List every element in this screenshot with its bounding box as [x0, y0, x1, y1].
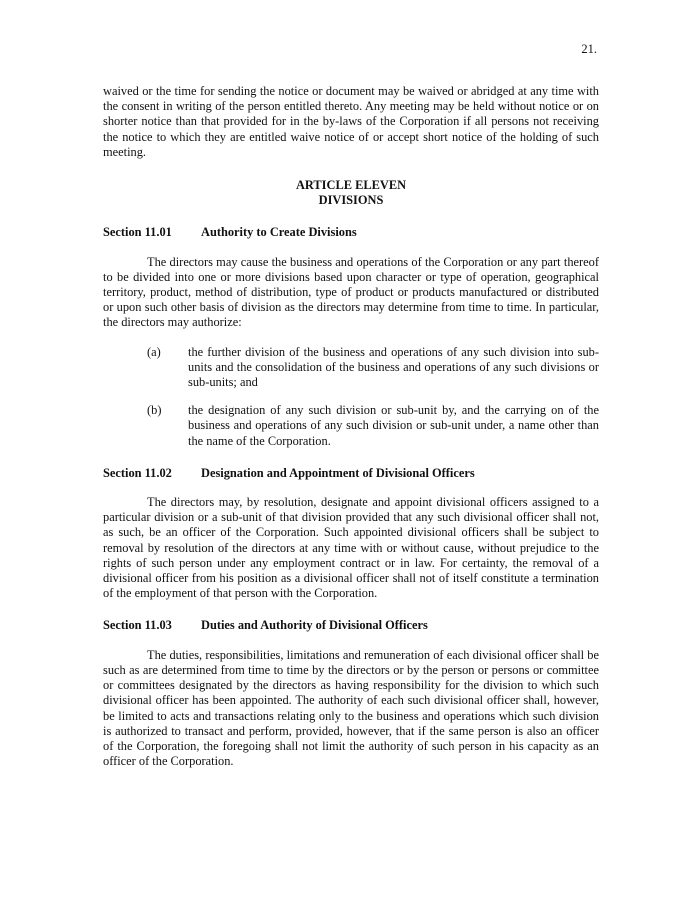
page-number: 21.	[581, 42, 597, 56]
section-heading-11-02	[103, 466, 599, 481]
section-heading-11-03	[103, 618, 599, 633]
article-title: ARTICLE ELEVEN	[295, 178, 407, 193]
section-title: Authority to Create Divisions	[201, 225, 357, 240]
section-heading-11-01	[103, 225, 599, 240]
section-number: Section 11.01	[103, 225, 172, 240]
section-body: The directors may, by resolution, designate and appoint divisional officers assigned to a particular division or a sub-unit of that division provided that any such divisional officer shall not, as such, be an officer of the Corporation. Such appointed divisional officers shall be subject to removal by resolution of the directors at any time with or without cause, without prejudice to the rights of such person under any employment contract or in law. For certainty, the removal of a divisional officer from his position as a divisional officer shall not of itself constitute a termination of the employment of that person with the Corporation.	[103, 495, 599, 601]
section-list	[103, 345, 599, 449]
section-body: The duties, responsibilities, limitations and remuneration of each divisional officer shall be such as are determined from time to time by the directors or by the person or persons or committee or committees designated by the directors as having responsibility for the division to which such divisional officer has been appointed. The authority of each such divisional officer shall, however, be limited to acts and transactions relating only to the business and operations which such division is authorized to transact and perform, provided, however, that if the same person is also an officer of the Corporation, the foregoing shall not limit the authority of such person in his capacity as an officer of the Corporation.	[103, 647, 599, 769]
section-title: Duties and Authority of Divisional Officers	[201, 618, 428, 633]
section-title: Designation and Appointment of Divisional Officers	[201, 465, 475, 480]
list-item-text: the further division of the business and operations of any such division into sub-units and the consolidation of the business and operations of any such divisions or sub-units; and	[188, 344, 599, 390]
section-body: The directors may cause the business and operations of the Corporation or any part thereof to be divided into one or more divisions based upon character or type of operation, geographical territory, product, method of distribution, type of product or products manufactured or distributed or upon such other basis of division as the directors may determine from time to time. In particular, the directors may authorize:	[103, 254, 599, 330]
intro-paragraph: waived or the time for sending the notice or document may be waived or abridged at any time with the consent in writing of the person entitled thereto. Any meeting may be held without notice or on shorter notice than that provided for in the by-laws of the Corporation if all persons not receiving the notice to which they are entitled waive notice of or accept short notice of the holding of such meeting.	[103, 84, 599, 159]
list-item	[147, 345, 599, 391]
section-number: Section 11.02	[103, 465, 172, 480]
article-subtitle: DIVISIONS	[318, 193, 384, 208]
list-item-text: the designation of any such division or sub-unit by, and the carrying on of the business and operations of any such division or sub-unit under, a name other than the name of the Corporation.	[188, 403, 599, 448]
list-item-label: (a)	[147, 344, 161, 359]
list-item-label: (b)	[147, 403, 162, 418]
article-heading	[103, 178, 599, 208]
document-content	[103, 84, 599, 769]
list-item	[147, 403, 599, 449]
section-number: Section 11.03	[103, 618, 172, 633]
